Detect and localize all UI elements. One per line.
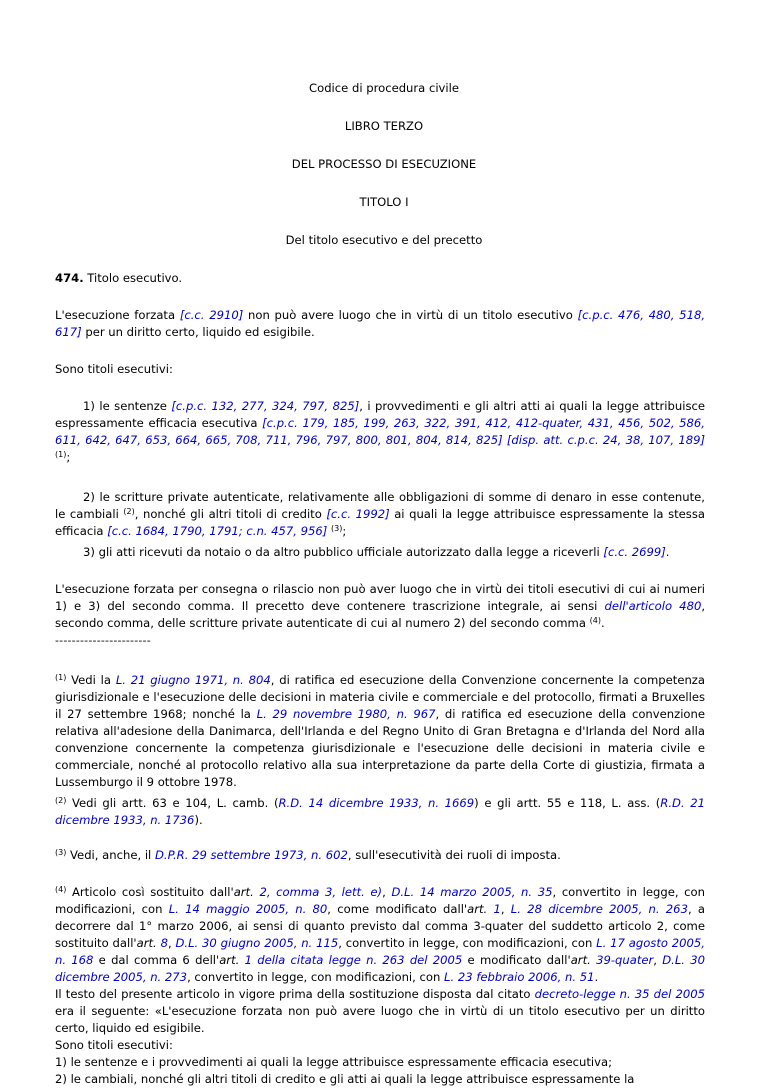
law-link[interactable]: D.P.R. 29 settembre 1973, n. 602	[154, 848, 348, 862]
reference-link[interactable]: [c.c. 2699]	[603, 545, 666, 559]
article-paragraph-2: Sono titoli esecutivi:	[55, 362, 173, 376]
article-title: Titolo esecutivo.	[87, 271, 183, 285]
law-link[interactable]: R.D. 14 dicembre 1933, n. 1669	[278, 796, 475, 810]
article-heading	[55, 270, 705, 287]
law-link[interactable]: D.L. 30 giugno 2005, n. 115	[175, 936, 339, 950]
law-link[interactable]: L. 28 dicembre 2005, n. 263	[510, 902, 688, 916]
law-link[interactable]: D.L. 14 marzo 2005, n. 35	[391, 885, 553, 899]
previous-text-sono: Sono titoli esecutivi:	[55, 1038, 173, 1052]
reference-link[interactable]: [c.c. 2910]	[179, 308, 244, 322]
law-link[interactable]: R.D. 21 dicembre 1933, n. 1736	[55, 796, 706, 827]
article-paragraph-3: L'esecuzione forzata per consegna o rilascio non può aver luogo che in virtù dei titoli esecutivi di cui ai numeri 1) e 3) del secondo comma. Il precetto deve contenere trascrizione integrale, ai sensi dell'articolo 480, secondo comma, delle scritture private autenticate di cui al numero 2) del secondo comma $^{(4)}$.	[55, 582, 706, 630]
article-paragraph-1: L'esecuzione forzata [c.c. 2910] non può avere luogo che in virtù di un titolo esecutivo [c.p.c. 476, 480, 518, 617] per un diritto certo, liquido ed esigibile.	[55, 308, 706, 339]
law-link[interactable]: 2, comma 3, lett. e)	[259, 885, 383, 899]
footnote-marker[interactable]: (2)	[123, 507, 135, 516]
book-title: DEL PROCESSO DI ESECUZIONE	[291, 157, 477, 171]
book-number: LIBRO TERZO	[344, 119, 424, 133]
article-item-1: 1) le sentenze [c.p.c. 132, 277, 324, 797, 825], i provvedimenti e gli altri atti ai quali la legge attribuisce espressamente efficacia esecutiva [c.p.c. 179, 185, 199, 263, 322, 391, 412, 412-quater, 431, 456, 502, 586, 611, 642, 647, 653, 664, 665, 708, 711, 796, 797, 800, 801, 804, 814, 825] [disp. att. c.p.c. 24, 38, 107, 189] $^{(1)}$;	[55, 399, 705, 464]
footnote-number: (2)	[55, 796, 67, 805]
previous-text-item-1: 1) le sentenze e i provvedimenti ai quali la legge attribuisce espressamente efficacia esecutiva;	[55, 1055, 612, 1069]
article-item-2: 2) le scritture private autenticate, relativamente alle obbligazioni di somme di denaro in esse contenute, le cambiali $^{(2)}$, nonché gli altri titoli di credito [c.c. 1992] ai quali la legge attribuisce espressamente la stessa efficacia [c.c. 1684, 1790, 1791; c.n. 457, 956] $^{(3)}$;	[55, 490, 705, 538]
law-link[interactable]: L. 17 agosto 2005, n. 168	[55, 936, 705, 967]
law-link[interactable]: 1 della citata legge n. 263 del 2005	[244, 953, 463, 967]
law-link[interactable]: D.L. 30 dicembre 2005, n. 273	[55, 953, 706, 984]
article-number: 474.	[55, 271, 84, 285]
title-number: TITOLO I	[359, 195, 409, 209]
law-link[interactable]: decreto-legge n. 35 del 2005	[534, 987, 706, 1001]
previous-text-item-2: 2) le cambiali, nonché gli altri titoli di credito e gli atti ai quali la legge attribuisce espressamente la	[55, 1072, 635, 1086]
footnote-marker[interactable]: (4)	[589, 616, 601, 625]
footnote-number: (3)	[55, 848, 67, 857]
reference-link[interactable]: [c.p.c. 179, 185, 199, 263, 322, 391, 412, 412-quater, 431, 456, 502, 586, 611, 642, 647, 653, 664, 665, 708, 711, 796, 797, 800, 801, 804, 814, 825] [disp. att. c.p.c. 24, 38, 107, 189]	[55, 416, 705, 447]
title-name: Del titolo esecutivo e del precetto	[285, 233, 483, 247]
footnote-1: $^{(1)}$ Vedi la L. 21 giugno 1971, n. 804, di ratifica ed esecuzione della Convenzione concernente la competenza giurisdizionale e l'esecuzione delle decisioni in materia civile e commerciale e del protocollo, firmati a Bruxelles il 27 settembre 1968; nonché la L. 29 novembre 1980, n. 967, di ratifica ed esecuzione della convenzione relativa all'adesione della Danimarca, dell'Irlanda e del Regno Unito di Gran Bretagna e d'Irlanda del Nord alla convenzione concernente la competenza giurisdizionale e l'esecuzione delle decisioni in materia civile e commerciale, nonché al protocollo relativo alla sua interpretazione da parte della Corte di giustizia, firmata a Lussemburgo il 9 ottobre 1978.	[55, 673, 705, 789]
footnote-marker[interactable]: (1)	[55, 450, 67, 459]
footnote-marker[interactable]: (3)	[331, 524, 343, 533]
law-link[interactable]: L. 14 maggio 2005, n. 80	[168, 902, 328, 916]
reference-link[interactable]: [c.c. 1684, 1790, 1791; c.n. 457, 956]	[107, 524, 328, 538]
code-title: Codice di procedura civile	[309, 81, 459, 95]
law-link[interactable]: L. 29 novembre 1980, n. 967	[256, 707, 436, 721]
footnotes-separator: -----------------------	[55, 634, 151, 647]
article-item-3: 3) gli atti ricevuti da notaio o da altro pubblico ufficiale autorizzato dalla legge a riceverli [c.c. 2699].	[83, 545, 670, 559]
reference-link[interactable]: [c.c. 1992]	[326, 507, 390, 521]
previous-text-intro: Il testo del presente articolo in vigore prima della sostituzione disposta dal citato decreto-legge n. 35 del 2005 era il seguente: «L'esecuzione forzata non può avere luogo che in virtù di un titolo esecutivo per un diritto certo, liquido ed esigibile.	[55, 987, 706, 1035]
law-link[interactable]: L. 23 febbraio 2006, n. 51	[444, 970, 595, 984]
reference-link[interactable]: [c.p.c. 476, 480, 518, 617]	[55, 308, 706, 339]
article-link[interactable]: dell'articolo 480	[604, 599, 702, 613]
footnote-4: $^{(4)}$ Articolo così sostituito dall'art. 2, comma 3, lett. e), D.L. 14 marzo 2005, n. 35, convertito in legge, con modificazioni, con L. 14 maggio 2005, n. 80, come modificato dall'art. 1, L. 28 dicembre 2005, n. 263, a decorrere dal 1° marzo 2006, ai sensi di quanto previsto dal comma 3-quater del suddetto articolo 2, come sostituito dall'art. 8, D.L. 30 giugno 2005, n. 115, convertito in legge, con modificazioni, con L. 17 agosto 2005, n. 168 e dal comma 6 dell'art. 1 della citata legge n. 263 del 2005 e modificato dall'art. 39-quater, D.L. 30 dicembre 2005, n. 273, convertito in legge, con modificazioni, con L. 23 febbraio 2006, n. 51. Il testo del presente articolo in vigore prima della sostituzione disposta dal citato decreto-legge n. 35 del 2005 era il seguente: «L'esecuzione forzata non può avere luogo che in virtù di un titolo esecutivo per un diritto certo, liquido ed esigibile. Sono titoli esecutivi: 1) le sentenze e i provvedimenti ai quali la legge attribuisce espressamente efficacia esecutiva; 2) le cambiali, nonché gli altri titoli di credito e gli atti ai quali la legge attribuisce espressamente la	[55, 885, 706, 1086]
footnote-2: $^{(2)}$ Vedi gli artt. 63 e 104, L. camb. (R.D. 14 dicembre 1933, n. 1669) e gli artt. 55 e 118, L. ass. (R.D. 21 dicembre 1933, n. 1736).	[55, 796, 706, 827]
law-link[interactable]: 8	[160, 936, 168, 950]
law-link[interactable]: L. 21 giugno 1971, n. 804	[115, 673, 271, 687]
footnote-3: $^{(3)}$ Vedi, anche, il D.P.R. 29 settembre 1973, n. 602, sull'esecutività dei ruoli di imposta.	[55, 848, 561, 862]
footnote-number: (1)	[55, 673, 67, 682]
law-link[interactable]: 39-quater	[596, 953, 654, 967]
footnote-number: (4)	[55, 885, 67, 894]
reference-link[interactable]: [c.p.c. 132, 277, 324, 797, 825]	[171, 399, 360, 413]
law-link[interactable]: 1	[493, 902, 501, 916]
